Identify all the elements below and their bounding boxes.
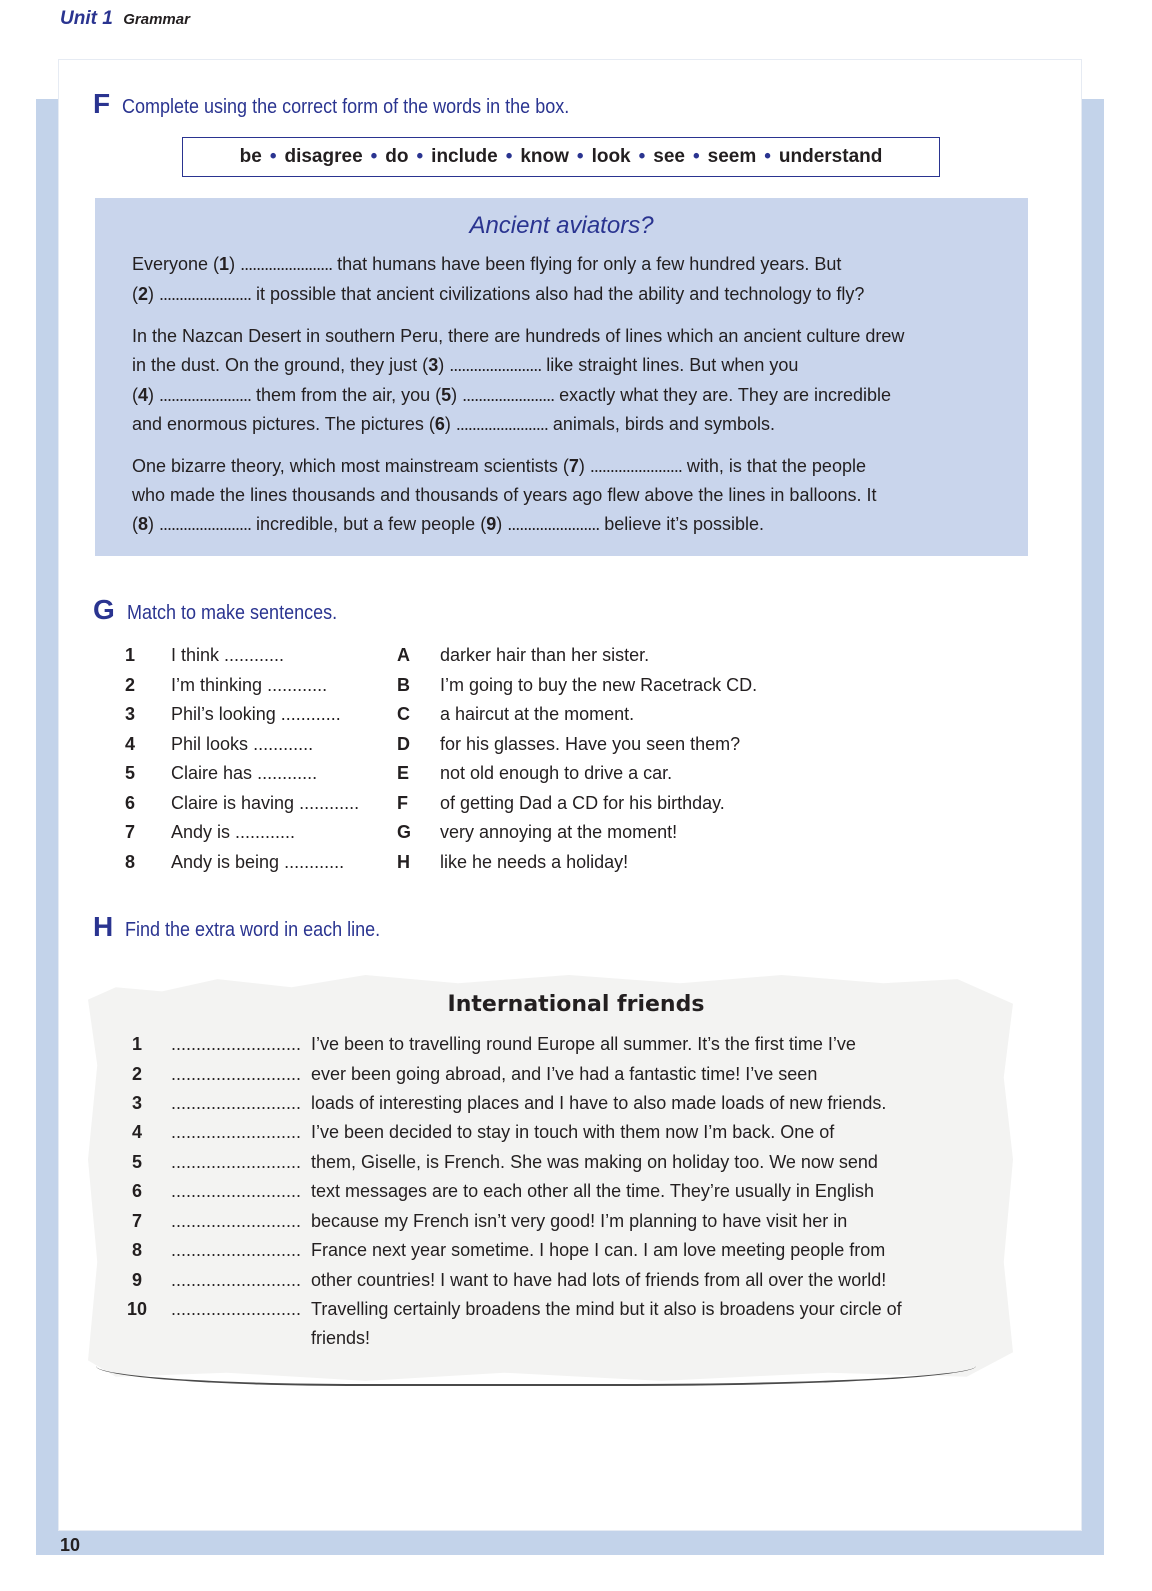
match-number: 8	[125, 852, 136, 872]
word-item: include	[431, 146, 498, 167]
line-text: Travelling certainly broadens the mind but it also is broadens your circle of	[311, 1299, 902, 1319]
reading-line: in the dust. On the ground, they just (3) ....................... like straight lines. But when you	[132, 355, 799, 375]
word-item: do	[385, 146, 409, 167]
match-number: 7	[125, 822, 136, 842]
text-title: International friends	[447, 992, 705, 1017]
gap-number: 6	[434, 414, 445, 434]
line-text: text messages are to each other all the time. They’re usually in English	[311, 1181, 874, 1201]
line-text: friends!	[311, 1328, 371, 1348]
exercise-f-instruction: Complete using the correct form of the words in the box.	[122, 96, 570, 118]
gap-number: 3	[428, 355, 439, 375]
reading-line: In the Nazcan Desert in southern Peru, there are hundreds of lines which an ancient culture drew	[132, 326, 905, 346]
exercise-f-heading	[93, 88, 619, 120]
gap-number: 5	[441, 385, 452, 405]
match-number: 6	[125, 793, 136, 813]
answer-blank[interactable]: ............	[284, 852, 345, 872]
line-number: 4	[131, 1122, 142, 1142]
line-text: them, Giselle, is French. She was making on holiday too. We now send	[311, 1152, 878, 1172]
bullet-separator: •	[269, 146, 277, 167]
reading-line: (2) ....................... it possible that ancient civilizations also had the ability and technology to fly?	[132, 284, 865, 304]
word-box	[182, 137, 940, 177]
line-text: I’ve been to travelling round Europe all summer. It’s the first time I’ve	[311, 1034, 856, 1054]
match-number: 1	[125, 645, 136, 665]
topic-label: Grammar	[123, 11, 190, 28]
gap-number: 1	[219, 254, 230, 274]
answer-blank[interactable]: ..........................	[171, 1152, 302, 1172]
exercise-g-instruction: Match to make sentences.	[126, 602, 337, 624]
match-stem: Phil looks ............	[171, 734, 314, 754]
match-ending: I’m going to buy the new Racetrack CD.	[440, 675, 758, 695]
reading-line: Everyone (1) ....................... that humans have been flying for only a few hundred years. But	[132, 254, 842, 274]
line-number: 3	[131, 1093, 142, 1113]
match-ending: darker hair than her sister.	[440, 645, 650, 665]
answer-blank[interactable]: ............	[267, 675, 328, 695]
exercise-h-letter: H	[93, 911, 114, 942]
reading-line: (8) ....................... incredible, but a few people (9) ....................... believe it’s possible.	[132, 514, 765, 534]
line-number: 6	[131, 1181, 142, 1201]
match-letter: A	[397, 645, 410, 665]
line-text: other countries! I want to have had lots of friends from all over the world!	[311, 1270, 887, 1290]
match-ending: not old enough to drive a car.	[440, 763, 673, 783]
answer-blank[interactable]: ..........................	[171, 1064, 302, 1084]
match-number: 3	[125, 704, 136, 724]
match-ending: a haircut at the moment.	[440, 704, 635, 724]
line-text: I’ve been decided to stay in touch with them now I’m back. One of	[311, 1122, 835, 1142]
match-ending: like he needs a holiday!	[440, 852, 629, 872]
exercise-f-letter: F	[93, 88, 111, 119]
gap-number: 8	[138, 514, 149, 534]
answer-blank[interactable]: .......................	[589, 456, 682, 476]
line-number: 2	[131, 1064, 142, 1084]
bullet-separator: •	[764, 146, 771, 167]
match-letter: C	[397, 704, 410, 724]
gap-number: 9	[486, 514, 497, 534]
answer-blank[interactable]: ............	[280, 704, 341, 724]
match-letter: G	[397, 822, 412, 842]
answer-blank[interactable]: .......................	[159, 514, 252, 534]
unit-label: Unit 1	[60, 8, 113, 29]
reading-panel	[95, 198, 1028, 556]
answer-blank[interactable]: ..........................	[171, 1122, 302, 1142]
answer-blank[interactable]: ..........................	[171, 1240, 302, 1260]
match-stem: I think ............	[171, 645, 285, 665]
line-number: 9	[131, 1270, 142, 1290]
word-item: know	[520, 146, 569, 167]
match-letter: D	[397, 734, 410, 754]
match-stem: Phil’s looking ............	[171, 704, 341, 724]
match-number: 2	[125, 675, 136, 695]
answer-blank[interactable]: .......................	[462, 385, 555, 405]
page-number: 10	[60, 1535, 81, 1555]
answer-blank[interactable]: .......................	[449, 355, 542, 375]
bullet-separator: •	[370, 146, 378, 167]
reading-line: One bizarre theory, which most mainstream scientists (7) ....................... with, is that the people	[132, 456, 866, 476]
line-number: 7	[131, 1211, 142, 1231]
answer-blank[interactable]: ............	[257, 763, 318, 783]
match-letter: H	[397, 852, 410, 872]
match-ending: for his glasses. Have you seen them?	[440, 734, 741, 754]
match-stem: Andy is ............	[171, 822, 296, 842]
match-stem: Andy is being ............	[171, 852, 345, 872]
bullet-separator: •	[692, 146, 700, 167]
reading-title: Ancient aviators?	[469, 212, 654, 239]
answer-blank[interactable]: ............	[253, 734, 314, 754]
word-item: seem	[707, 146, 757, 167]
exercise-g-heading	[93, 594, 360, 626]
exercise-h-instruction: Find the extra word in each line.	[125, 919, 381, 941]
bullet-separator: •	[576, 146, 584, 167]
word-item: disagree	[284, 146, 363, 167]
exercise-g-letter: G	[93, 594, 115, 625]
line-number: 1	[131, 1034, 142, 1054]
line-text: because my French isn’t very good! I’m planning to have visit her in	[311, 1211, 848, 1231]
word-item: understand	[778, 146, 883, 167]
line-text: loads of interesting places and I have to also made loads of new friends.	[311, 1093, 887, 1113]
answer-blank[interactable]: ............	[235, 822, 296, 842]
match-stem: Claire has ............	[171, 763, 318, 783]
match-letter: E	[397, 763, 410, 783]
match-letter: B	[397, 675, 410, 695]
answer-blank[interactable]: .......................	[159, 284, 252, 304]
gap-number: 4	[138, 385, 149, 405]
line-number: 10	[126, 1299, 148, 1319]
line-number: 8	[131, 1240, 142, 1260]
line-number: 5	[131, 1152, 142, 1172]
word-item: see	[653, 146, 685, 167]
match-stem: Claire is having ............	[171, 793, 360, 813]
match-number: 4	[125, 734, 136, 754]
answer-blank[interactable]: ..........................	[171, 1181, 302, 1201]
answer-blank[interactable]: .......................	[455, 414, 548, 434]
answer-blank[interactable]: ..........................	[171, 1299, 302, 1319]
page-header	[60, 8, 190, 30]
answer-blank[interactable]: ..........................	[171, 1093, 302, 1113]
answer-blank[interactable]: .......................	[507, 514, 600, 534]
answer-blank[interactable]: .......................	[159, 385, 252, 405]
word-item: look	[591, 146, 631, 167]
match-stem: I’m thinking ............	[171, 675, 328, 695]
bullet-separator: •	[505, 146, 513, 167]
match-number: 5	[125, 763, 136, 783]
gap-number: 2	[138, 284, 149, 304]
line-text: France next year sometime. I hope I can. I am love meeting people from	[311, 1240, 886, 1260]
answer-blank[interactable]: ............	[299, 793, 360, 813]
word-item: be	[239, 146, 262, 167]
answer-blank[interactable]: ..........................	[171, 1211, 302, 1231]
answer-blank[interactable]: ............	[224, 645, 285, 665]
reading-line: who made the lines thousands and thousands of years ago flew above the lines in balloons. It	[132, 485, 877, 505]
match-letter: F	[397, 793, 408, 813]
reading-line: and enormous pictures. The pictures (6) ....................... animals, birds and symbols.	[132, 414, 775, 434]
line-text: ever been going abroad, and I’ve had a fantastic time! I’ve seen	[311, 1064, 818, 1084]
match-ending: of getting Dad a CD for his birthday.	[440, 793, 725, 813]
bullet-separator: •	[638, 146, 646, 167]
answer-blank[interactable]: ..........................	[171, 1034, 302, 1054]
gap-number: 7	[568, 456, 579, 476]
answer-blank[interactable]: ..........................	[171, 1270, 302, 1290]
bullet-separator: •	[416, 146, 424, 167]
reading-line: (4) ....................... them from the air, you (5) ....................... exactly what they are. They are incredible	[132, 385, 892, 405]
answer-blank[interactable]: .......................	[240, 254, 333, 274]
match-ending: very annoying at the moment!	[440, 822, 678, 842]
exercise-h-heading	[93, 911, 409, 943]
